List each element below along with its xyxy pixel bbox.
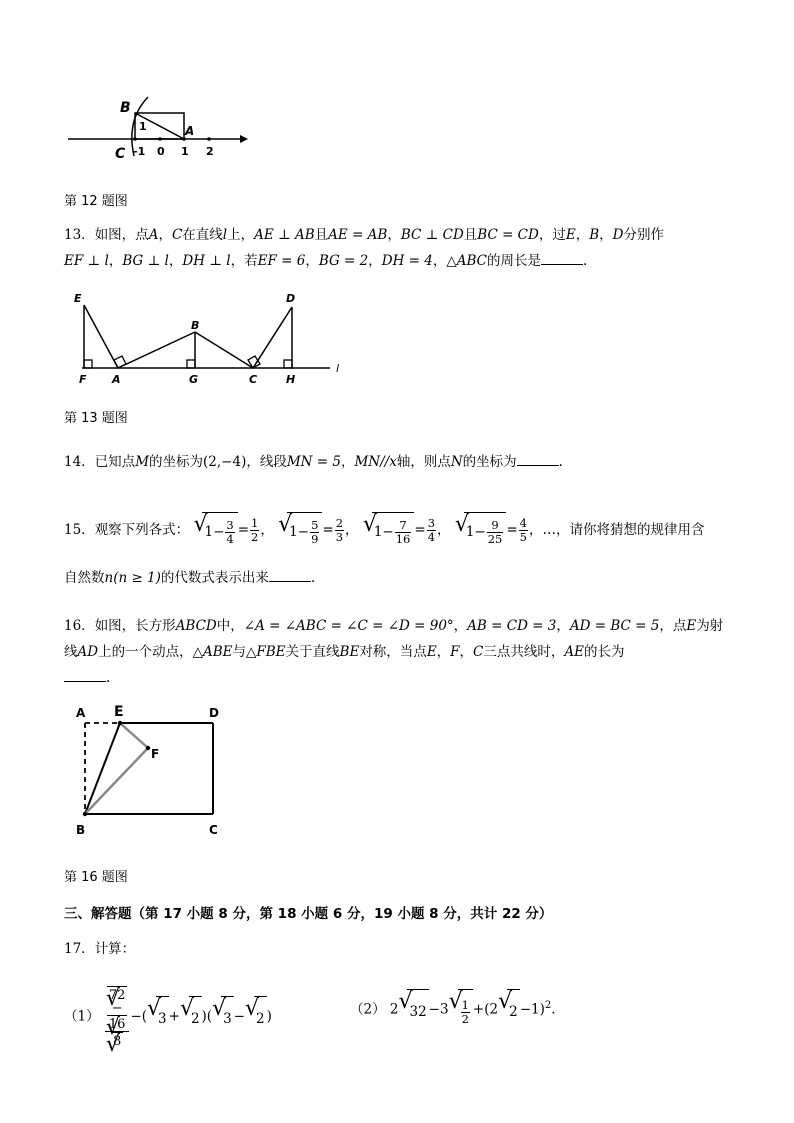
label-D: D (286, 292, 296, 305)
answer-blank[interactable] (269, 569, 311, 582)
question-17-header: 17．计算： (64, 941, 136, 957)
tick-label: 2 (206, 145, 214, 158)
right-angle-mark (114, 356, 126, 368)
label-E: E (114, 704, 124, 720)
label-B: B (76, 823, 86, 837)
label-D: D (209, 706, 219, 720)
segment-AB (118, 332, 195, 368)
answer-blank[interactable] (64, 669, 106, 682)
tick-label: 0 (157, 145, 165, 158)
segment-BF (85, 748, 148, 814)
tick-point (133, 137, 137, 141)
radical: √ 1− $\frac{7}{16}$ (363, 512, 415, 549)
radical: √ 1− $\frac{9}{25}$ (455, 512, 507, 549)
segment-EF (120, 723, 148, 748)
figure-13-caption: 第 13 题图 (64, 411, 128, 426)
question-16-line-1: 16．如图，长方形ABCD中，∠A = ∠ABC = ∠C = ∠D = 90°，AB = CD = 3，AD = BC = 5，点E为射 (64, 618, 724, 634)
radical: √ 1− $\frac{3}{4}$ (193, 512, 237, 549)
label-B: B (120, 100, 131, 116)
figure-16 (70, 700, 230, 840)
segment-CD (253, 307, 292, 368)
right-angle-mark (284, 360, 292, 368)
radical: √ 1− $\frac{5}{9}$ (278, 512, 322, 549)
label-B: B (191, 319, 200, 332)
label-F: F (151, 747, 160, 761)
label-C: C (209, 823, 218, 837)
figure-16-caption: 第 16 题图 (64, 870, 128, 885)
point-E (118, 721, 122, 725)
point-B (83, 812, 87, 816)
tick-label: -1 (133, 145, 146, 158)
label-A: A (112, 373, 121, 386)
label-A: A (76, 706, 86, 720)
label-side-1: 1 (139, 120, 147, 133)
label-E: E (74, 292, 82, 305)
label-C: C (115, 146, 126, 162)
question-15-line-1: 15．观察下列各式： √ 1− $\frac{3}{4}$ = $\frac{1}{2}$ ， √ 1− $\frac{5}{9}$ = $\frac{2}{3}$ ， √ 1− $\frac{7}{16}$ = $\frac{3}{4}$ ， √ 1− $\frac{9}{25}$ = $\frac{4}{5}$ ，…，请你将猜想的规律用含 (64, 512, 705, 549)
section-3-title: 三、解答题（第 17 小题 8 分，第 18 小题 6 分，19 小题 8 分，共计 22 分） (64, 906, 553, 922)
label-A: A (185, 124, 195, 138)
label-l: l (336, 362, 340, 375)
label-H: H (286, 373, 296, 386)
tick-label: 1 (181, 145, 189, 158)
question-16-line-3: . (64, 665, 110, 691)
figure-13 (68, 288, 358, 386)
label-C: C (249, 373, 258, 386)
answer-blank[interactable] (517, 453, 559, 466)
figure-12 (60, 92, 260, 164)
segment-EA (84, 305, 118, 368)
arrow-head-icon (240, 135, 248, 143)
right-angle-mark (84, 360, 92, 368)
question-15-line-2: 自然数n(n ≥ 1)的代数式表示出来 . (64, 570, 316, 586)
segment-BE (85, 723, 120, 814)
answer-blank[interactable] (541, 252, 583, 265)
tick-point (158, 137, 162, 141)
segment-BC (195, 332, 253, 368)
figure-12-caption: 第 12 题图 (64, 194, 128, 209)
point-F (146, 746, 150, 750)
tick-point (207, 137, 211, 141)
question-13-line-2: EF ⊥ l，BG ⊥ l，DH ⊥ l，若EF = 6，BG = 2，DH = 4，△ABC的周长是 . (64, 253, 588, 269)
right-angle-mark (187, 360, 195, 368)
label-F: F (79, 373, 87, 386)
question-14: 14．已知点M的坐标为(2,−4)，线段MN = 5，MN//x轴，则点N的坐标为 . (64, 454, 563, 470)
question-13-line-1: 13．如图，点A，C在直线l上，AE ⊥ AB且AE = AB，BC ⊥ CD且BC = CD，过E，B，D分别作 (64, 227, 664, 243)
question-17-part-2: （2） 2√ 32 −3 √ $\frac{1}{2}$ +(2√ 2 −1)$^2$. (350, 986, 556, 1032)
question-17-part-1: （1） √ 72 − √ 16 √ 8 −(√ 3 +√ 2 )(√ 3 −√ 2 ) (64, 986, 272, 1048)
question-16-line-2: 线AD上的一个动点，△ABE与△FBE关于直线BE对称，当点E，F，C三点共线时，AE的长为 (64, 644, 625, 660)
label-G: G (189, 373, 199, 386)
